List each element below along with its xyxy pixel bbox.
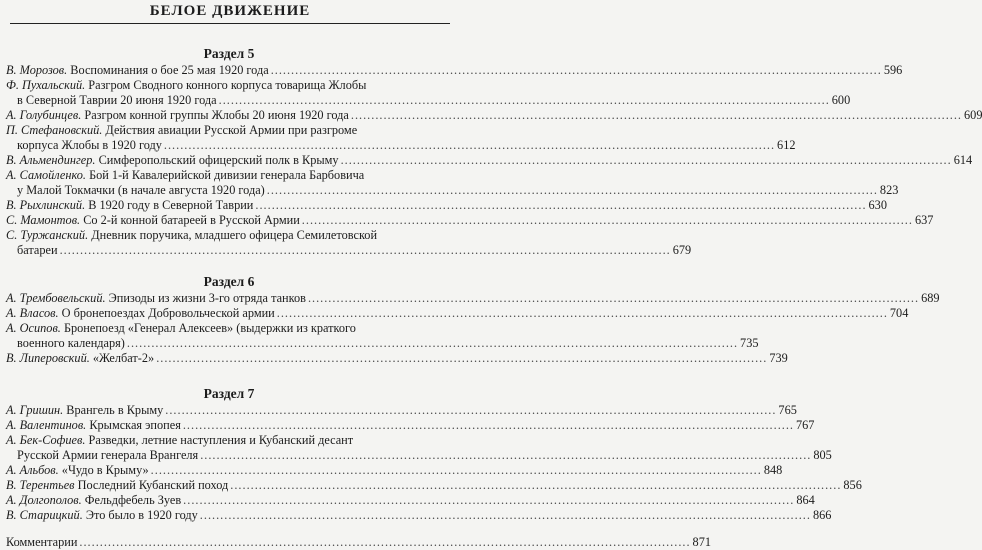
- entry-author: А. Осипов.: [6, 321, 61, 335]
- section-heading: Раздел 6: [203, 274, 255, 289]
- entry-title: Воспоминания о бое 25 мая 1920 года: [70, 63, 269, 77]
- entry-author: А. Долгополов.: [6, 493, 82, 507]
- entry-title: Со 2-й конной батареей в Русской Армии: [83, 213, 300, 227]
- entry-title-cont: Русской Армии генерала Врангеля: [17, 448, 199, 462]
- section-heading: Раздел 5: [203, 46, 255, 61]
- toc-entry: [6, 63, 903, 78]
- leader-dots: [60, 243, 671, 258]
- entry-author: Ф. Пухальский.: [6, 78, 86, 92]
- entry-author: А. Валентинов.: [6, 418, 87, 432]
- entry-title: «Желбат-2»: [92, 351, 155, 365]
- page-number: 735: [740, 336, 759, 350]
- entry-author: В. Терентьев: [6, 478, 75, 492]
- leader-dots: [183, 493, 794, 508]
- leader-dots: [255, 198, 866, 213]
- leader-dots: [219, 93, 830, 108]
- page-number: 704: [889, 306, 909, 320]
- toc-entry: [6, 291, 940, 306]
- page-number: 614: [953, 153, 973, 167]
- page-number: 600: [831, 93, 851, 107]
- section-heading: Раздел 7: [203, 386, 255, 401]
- entry-author: В. Липеровский.: [6, 351, 90, 365]
- toc-entry: [6, 418, 815, 433]
- leader-dots: [200, 448, 811, 463]
- leader-dots: [271, 63, 882, 78]
- entry-title: Разгром конной группы Жлобы 20 июня 1920 года: [84, 108, 349, 122]
- entry-author: П. Стефановский.: [6, 123, 103, 137]
- entry-title-cont: военного календаря): [17, 336, 125, 350]
- page-number: 689: [921, 291, 940, 305]
- toc-entry: [6, 351, 788, 366]
- leader-dots: [341, 153, 952, 168]
- entry-title: Разведки, летние наступления и Кубанский десант: [88, 433, 354, 447]
- entry-title: Бой 1-й Кавалерийской дивизии генерала Барбовича: [89, 168, 365, 182]
- entry-author: С. Туржанский.: [6, 228, 89, 242]
- entry-author: В. Рыхлинский.: [6, 198, 86, 212]
- toc-entry: [6, 168, 899, 198]
- toc-entry: [6, 463, 783, 478]
- entry-author: В. Альмендингер.: [6, 153, 96, 167]
- entry-title: Дневник поручика, младшего офицера Семилетовской: [91, 228, 378, 242]
- comments-entry: [6, 535, 711, 550]
- entry-author: А. Бек-Софиев.: [6, 433, 86, 447]
- entry-title: Разгром Сводного конного корпуса товарища Жлобы: [88, 78, 367, 92]
- entry-author: А. Самойленко.: [6, 168, 86, 182]
- toc-entry: [6, 306, 909, 321]
- leader-dots: [277, 306, 888, 321]
- toc-entry: [6, 228, 692, 258]
- entry-title: Врангель в Крыму: [66, 403, 164, 417]
- toc-entry: [6, 108, 982, 123]
- toc-entry: [6, 403, 797, 418]
- leader-dots: [308, 291, 919, 306]
- page-number: 637: [914, 213, 934, 227]
- entry-author: С. Мамонтов.: [6, 213, 81, 227]
- entry-title-cont: батареи: [17, 243, 58, 257]
- entry-author: А. Голубинцев.: [6, 108, 82, 122]
- page-number: 609: [964, 108, 982, 122]
- entry-author: А. Альбов.: [6, 463, 59, 477]
- page-number: 596: [883, 63, 903, 77]
- entry-title-cont: корпуса Жлобы в 1920 году: [17, 138, 162, 152]
- page-number: 630: [868, 198, 887, 212]
- toc-entry: [6, 198, 887, 213]
- entry-title: Действия авиации Русской Армии при разгроме: [105, 123, 358, 137]
- toc-entry: [6, 123, 796, 153]
- comments-label: Комментарии: [6, 535, 78, 549]
- toc-entry: [6, 433, 832, 463]
- leader-dots: [164, 138, 775, 153]
- entry-title: О бронепоездах Добровольческой армии: [61, 306, 275, 320]
- page-number: 856: [843, 478, 862, 492]
- entry-title-cont: в Северной Таврии 20 июня 1920 года: [17, 93, 217, 107]
- entry-title: Крымская эпопея: [89, 418, 181, 432]
- page-number: 679: [672, 243, 692, 257]
- entry-title: «Чудо в Крыму»: [61, 463, 149, 477]
- leader-dots: [79, 535, 690, 550]
- leader-dots: [127, 336, 738, 351]
- leader-dots: [151, 463, 762, 478]
- page-number: 739: [769, 351, 788, 365]
- leader-dots: [302, 213, 913, 228]
- toc-entry: [6, 213, 934, 228]
- page-number: 767: [796, 418, 815, 432]
- entry-author: А. Трембовельский.: [6, 291, 106, 305]
- entry-title: Это было в 1920 году: [85, 508, 198, 522]
- entry-title: Бронепоезд «Генерал Алексеев» (выдержки из краткого: [63, 321, 356, 335]
- page-number: 823: [879, 183, 899, 197]
- page-number: 805: [813, 448, 832, 462]
- leader-dots: [200, 508, 811, 523]
- page-number: 866: [812, 508, 832, 522]
- leader-dots: [351, 108, 962, 123]
- toc-entry: [6, 153, 973, 168]
- entry-title: Симферопольский офицерский полк в Крыму: [98, 153, 339, 167]
- page-number: 612: [777, 138, 796, 152]
- page-number: 871: [692, 535, 711, 549]
- toc-entry: [6, 508, 832, 523]
- leader-dots: [156, 351, 767, 366]
- entry-title: В 1920 году в Северной Таврии: [88, 198, 254, 212]
- leader-dots: [183, 418, 794, 433]
- entry-title: Эпизоды из жизни 3-го отряда танков: [108, 291, 306, 305]
- leader-dots: [165, 403, 776, 418]
- entry-title-cont: у Малой Токмачки (в начале августа 1920 года): [17, 183, 265, 197]
- page-number: 765: [778, 403, 797, 417]
- running-header: БЕЛОЕ ДВИЖЕНИЕ: [10, 0, 450, 24]
- leader-dots: [267, 183, 878, 198]
- toc-entry: [6, 321, 759, 351]
- entry-author: В. Старицкий.: [6, 508, 83, 522]
- entry-author: А. Власов.: [6, 306, 59, 320]
- toc-entry: [6, 478, 862, 493]
- contents-list: [0, 24, 982, 550]
- entry-title: Фельдфебель Зуев: [84, 493, 182, 507]
- entry-author: В. Морозов.: [6, 63, 68, 77]
- page-number: 848: [763, 463, 783, 477]
- toc-entry: [6, 493, 815, 508]
- entry-title: Последний Кубанский поход: [77, 478, 229, 492]
- page-number: 864: [796, 493, 815, 507]
- leader-dots: [230, 478, 841, 493]
- entry-author: А. Гришин.: [6, 403, 64, 417]
- toc-entry: [6, 78, 851, 108]
